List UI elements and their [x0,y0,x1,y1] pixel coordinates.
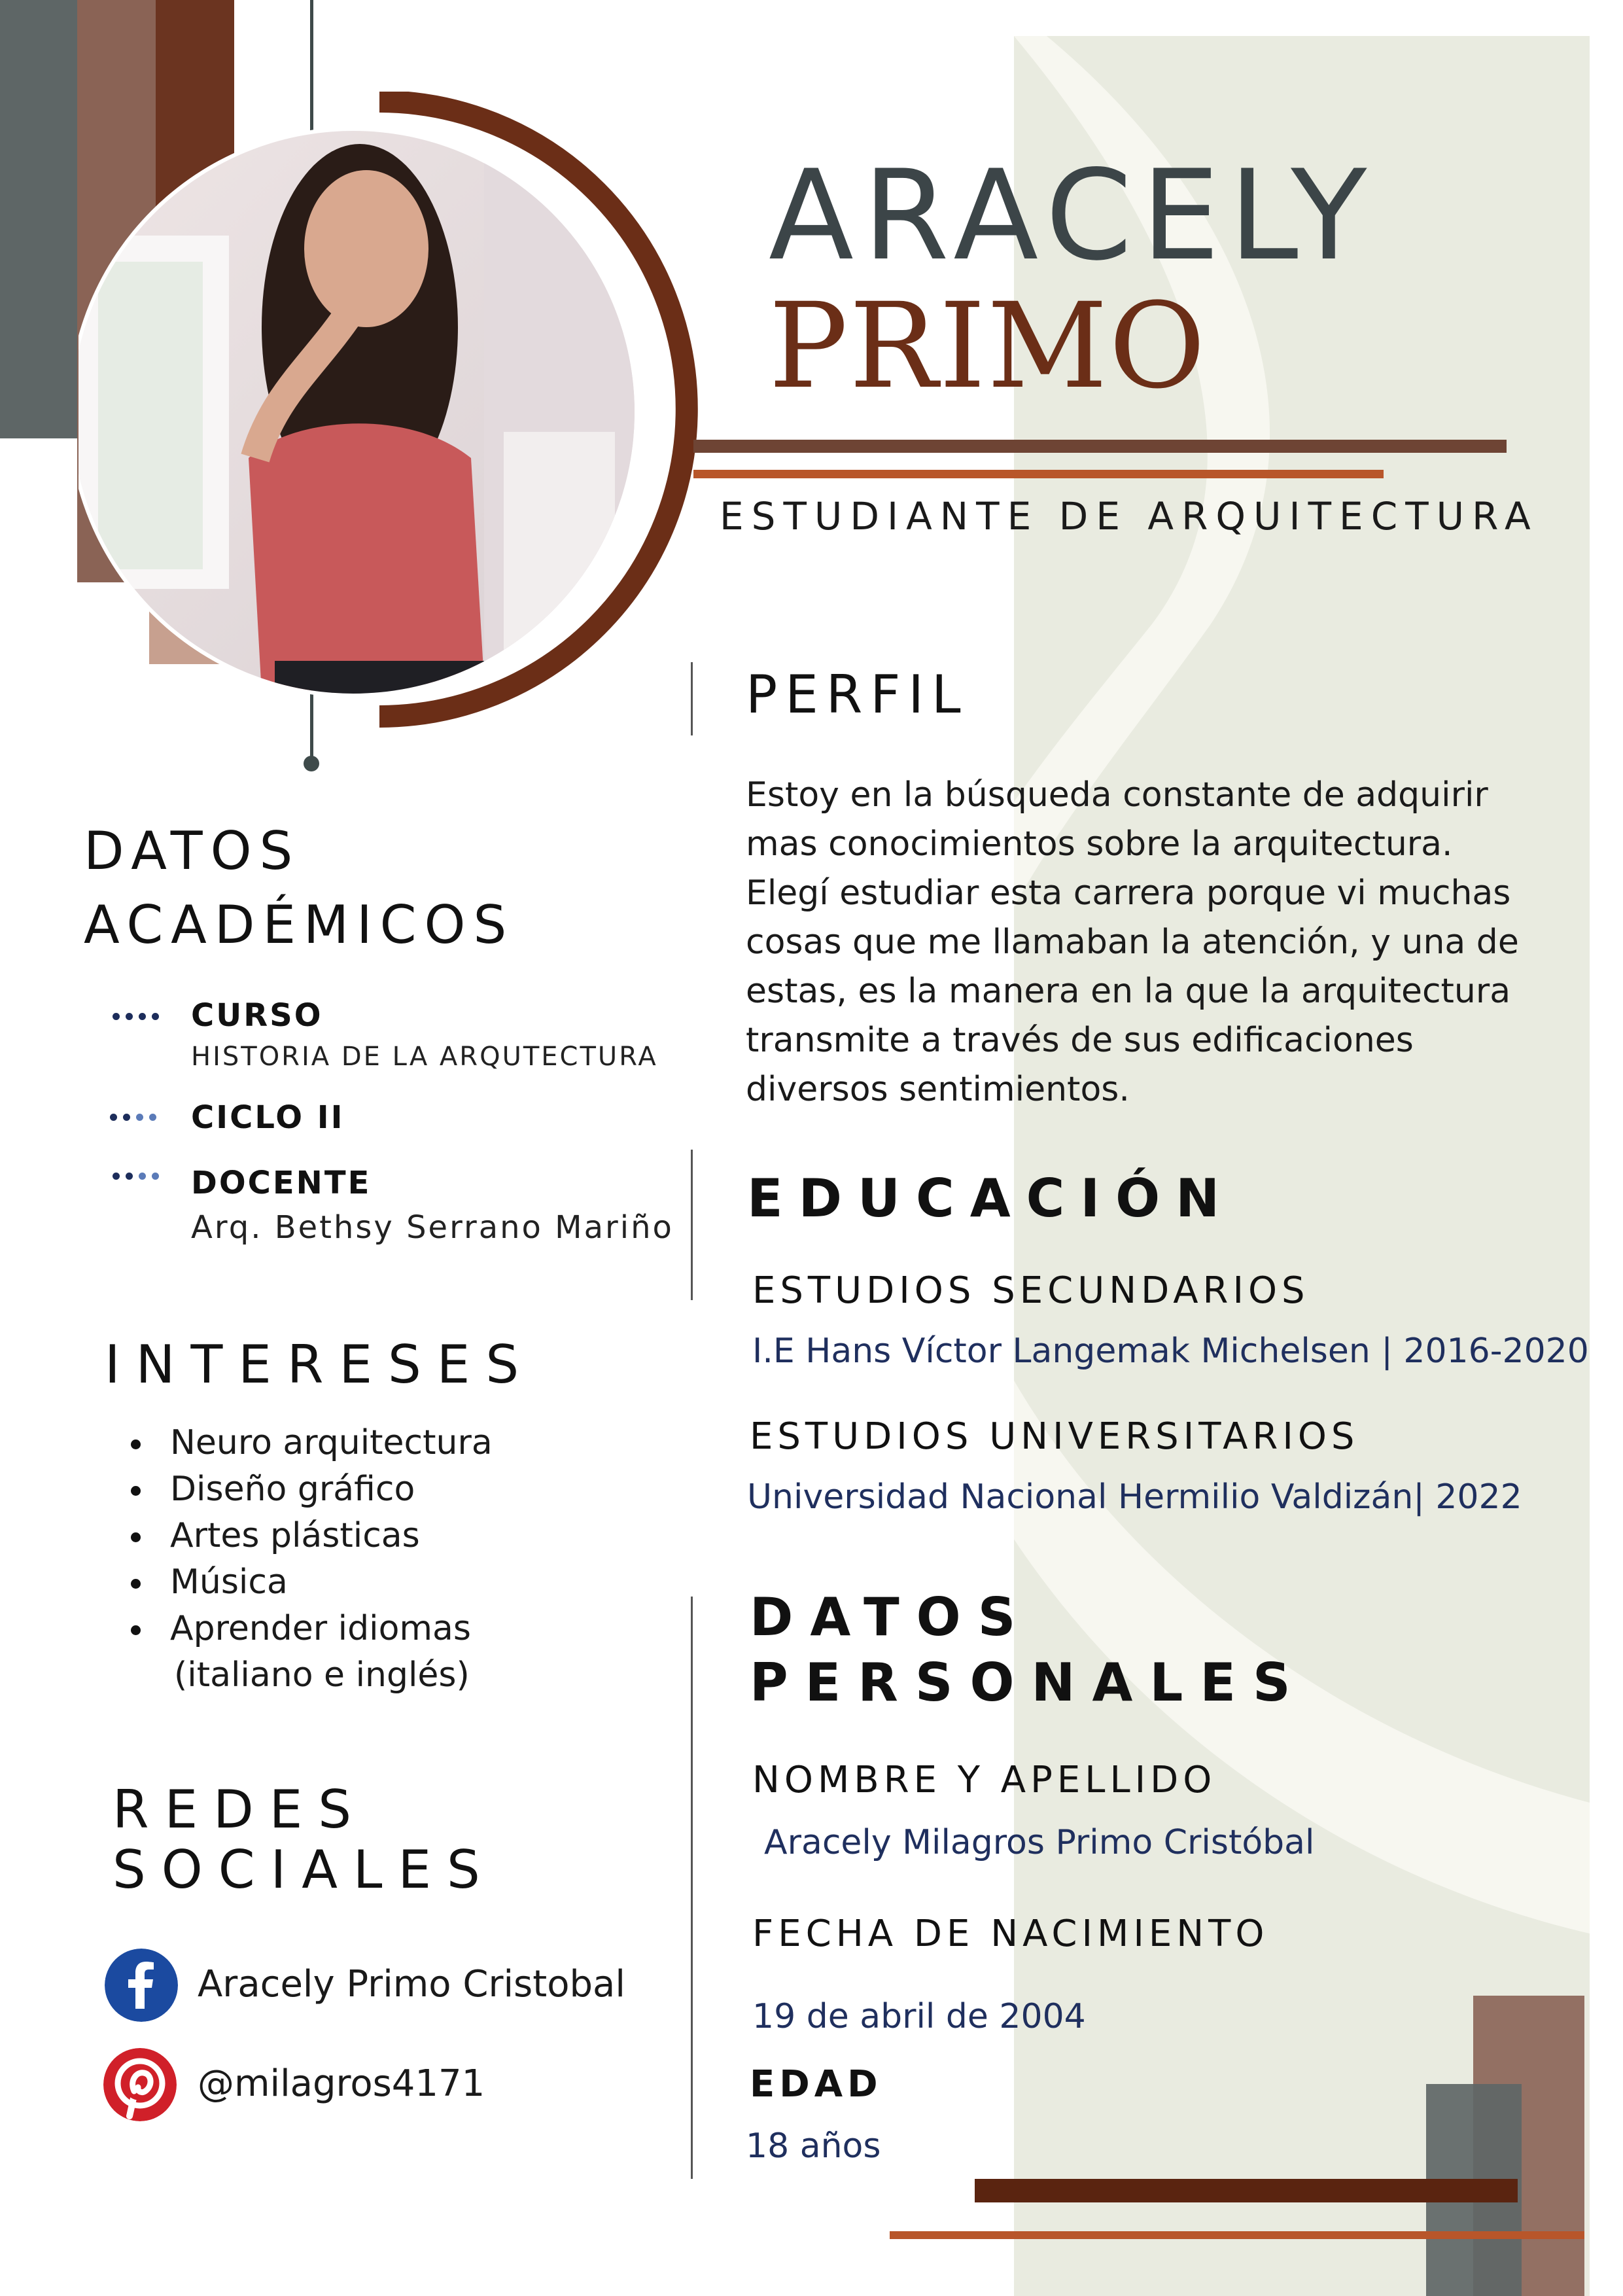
profile-line: diversos sentimientos. [746,1070,1130,1109]
interest-item-extra: (italiano e inglés) [174,1655,470,1695]
bottom-rule-dark [975,2179,1518,2202]
cycle-label: CICLO II [191,1099,345,1136]
slate-bar [0,0,77,438]
age-value: 18 años [746,2127,881,2166]
teacher-value: Arq. Bethsy Serrano Mariño [191,1209,674,1246]
interest-item: Música [131,1559,493,1606]
pinterest-handle[interactable]: @milagros4171 [198,2062,485,2105]
cycle-bullet-icon [110,1114,156,1121]
profile-line: Elegí estudiar esta carrera porque vi muchas [746,874,1511,913]
header-rule-dark [693,440,1507,453]
name-value: Aracely Milagros Primo Cristóbal [764,1823,1315,1862]
divider-education [691,1150,693,1300]
profile-line: cosas que me llamaban la atención, y una de [746,923,1519,962]
teacher-label: DOCENTE [191,1165,372,1201]
personal-heading-1: DATOS [750,1587,1033,1648]
pinterest-icon[interactable] [103,2048,177,2121]
secondary-label: ESTUDIOS SECUNDARIOS [752,1269,1310,1312]
academic-heading-2: ACADÉMICOS [84,894,515,955]
social-heading-2: SOCIALES [113,1839,496,1900]
divider-profile [691,662,693,735]
age-label: EDAD [750,2063,882,2106]
profile-heading: PERFIL [746,664,969,725]
teacher-bullet-icon [113,1173,159,1180]
social-heading-1: REDES [113,1779,368,1840]
profile-line: mas conocimientos sobre la arquitectura. [746,824,1453,864]
interest-item: Neuro arquitectura [131,1420,493,1466]
profile-photo [79,92,700,739]
name-label: NOMBRE Y APELLIDO [752,1759,1217,1801]
photo-line-dot [304,756,319,771]
course-bullet-icon [113,1013,159,1020]
first-name: ARACELY [769,143,1376,288]
bottom-rule-orange [890,2231,1584,2239]
interest-item: Diseño gráfico [131,1466,493,1513]
profile-line: Estoy en la búsqueda constante de adquirir [746,775,1488,815]
university-value: Universidad Nacional Hermilio Valdizán| 2022 [747,1477,1522,1517]
interests-heading: INTERESES [105,1334,535,1395]
interests-list [131,1420,493,1699]
course-value: HISTORIA DE LA ARQUTECTURA [191,1042,658,1072]
course-label: CURSO [191,997,323,1034]
secondary-value: I.E Hans Víctor Langemak Michelsen | 2016-2020 [752,1332,1589,1371]
header-rule-orange [693,470,1384,478]
profile-text [746,771,1519,1114]
personal-heading-2: PERSONALES [750,1652,1308,1713]
facebook-icon[interactable] [105,1949,178,2022]
interest-item: Artes plásticas [131,1513,493,1559]
role-title: ESTUDIANTE DE ARQUITECTURA [720,494,1539,539]
education-heading: EDUCACIÓN [747,1168,1236,1229]
university-label: ESTUDIOS UNIVERSITARIOS [750,1415,1359,1458]
facebook-handle[interactable]: Aracely Primo Cristobal [198,1963,625,2005]
academic-heading-1: DATOS [84,821,301,881]
birth-label: FECHA DE NACIMIENTO [752,1913,1269,1955]
profile-line: transmite a través de sus edificaciones [746,1021,1414,1060]
profile-line: estas, es la manera en la que la arquitectura [746,972,1511,1011]
birth-value: 19 de abril de 2004 [752,1997,1086,2036]
last-name: PRIMO [769,278,1207,415]
divider-personal [691,1597,693,2179]
interest-item: Aprender idiomas [131,1606,493,1652]
